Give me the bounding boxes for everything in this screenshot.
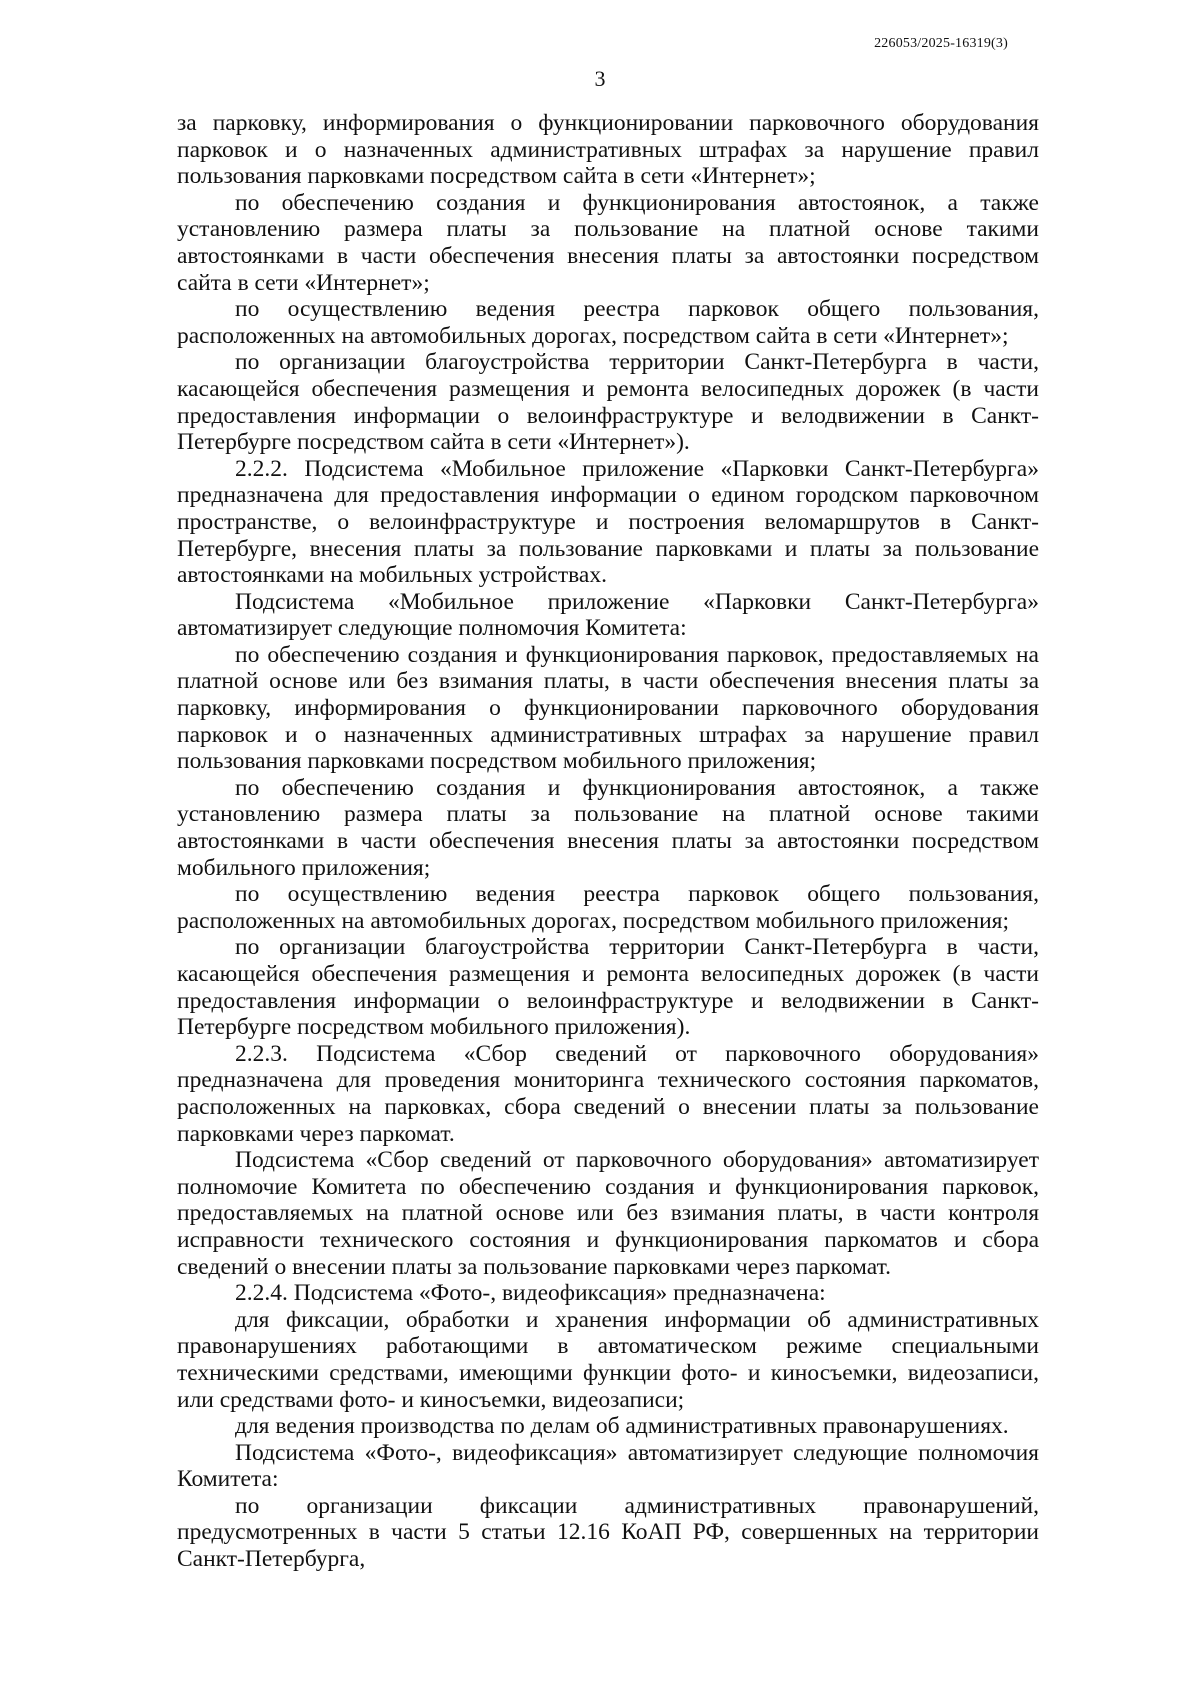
page-number: 3 xyxy=(594,66,606,91)
paragraph: по организации благоустройства территории Санкт-Петербурга в части, касающейся обеспечения размещения и ремонта велосипедных дорожек (в части предоставления информации о велоинфраструктуре и велодвижении в Санкт-Петербурге посредством мобильного приложения). xyxy=(177,934,1039,1041)
section-2-2-2-paragraph: 2.2.2. Подсистема «Мобильное приложение «Парковки Санкт-Петербурга» предназначена для предоставления информации о едином городском парковочном пространстве, о велоинфраструктуре и построения веломаршрутов в Санкт-Петербурге, внесения платы за пользование парковками и платы за пользование автостоянками на мобильных устройствах. xyxy=(177,455,1039,589)
paragraph: для ведения производства по делам об административных правонарушениях. xyxy=(235,1413,1009,1440)
paragraph: Подсистема «Мобильное приложение «Парковки Санкт-Петербурга» автоматизирует следующие полномочия Комитета: xyxy=(177,588,1039,642)
paragraph: по осуществлению ведения реестра парковок общего пользования, расположенных на автомобильных дорогах, посредством сайта в сети «Интернет»; xyxy=(177,296,1039,349)
document-body xyxy=(177,110,1039,1573)
document-registration-number: 226053/2025-16319(3) xyxy=(874,36,1008,51)
paragraph: по организации благоустройства территории Санкт-Петербурга в части, касающейся обеспечения размещения и ремонта велосипедных дорожек (в части предоставления информации о велоинфраструктуре и велодвижении в Санкт-Петербурге посредством сайта в сети «Интернет»). xyxy=(177,349,1039,456)
paragraph: Подсистема «Фото-, видеофиксация» автоматизирует следующие полномочия Комитета: xyxy=(177,1439,1039,1493)
section-2-2-3-paragraph: 2.2.3. Подсистема «Сбор сведений от парковочного оборудования» предназначена для проведения мониторинга технического состояния паркоматов, расположенных на парковках, сбора сведений о внесении платы за пользование парковками через паркомат. xyxy=(177,1040,1039,1147)
paragraph: по обеспечению создания и функционирования автостоянок, а также установлению размера платы за пользование на платной основе такими автостоянками в части обеспечения внесения платы за автостоянки посредством мобильного приложения; xyxy=(177,774,1039,881)
paragraph: по организации фиксации административных правонарушений, предусмотренных в части 5 статьи 12.16 КоАП РФ, совершенных на территории Санкт-Петербурга, xyxy=(177,1492,1039,1573)
paragraph: для фиксации, обработки и хранения информации об административных правонарушениях работающими в автоматическом режиме специальными техническими средствами, имеющими функции фото- и киносъемки, видеозаписи, или средствами фото- и киносъемки, видеозаписи; xyxy=(177,1306,1039,1413)
section-2-2-4-paragraph: 2.2.4. Подсистема «Фото-, видеофиксация» предназначена: xyxy=(235,1280,826,1307)
paragraph: по обеспечению создания и функционирования парковок, предоставляемых на платной основе или без взимания платы, в части обеспечения внесения платы за парковку, информирования о функционировании парковочного оборудования парковок и о назначенных административных штрафах за нарушение правил пользования парковками посредством мобильного приложения; xyxy=(177,641,1039,775)
paragraph: Подсистема «Сбор сведений от парковочного оборудования» автоматизирует полномочие Комитета по обеспечению создания и функционирования парковок, предоставляемых на платной основе или без взимания платы, в части контроля исправности технического состояния и функционирования паркоматов и сбора сведений о внесении платы за пользование парковками через паркомат. xyxy=(177,1147,1039,1280)
paragraph: за парковку, информирования о функционировании парковочного оборудования парковок и о назначенных административных штрафах за нарушение правил пользования парковками посредством сайта в сети «Интернет»; xyxy=(177,110,1039,190)
paragraph: по осуществлению ведения реестра парковок общего пользования, расположенных на автомобильных дорогах, посредством мобильного приложения; xyxy=(177,881,1039,934)
paragraph: по обеспечению создания и функционирования автостоянок, а также установлению размера платы за пользование на платной основе такими автостоянками в части обеспечения внесения платы за автостоянки посредством сайта в сети «Интернет»; xyxy=(177,189,1039,296)
